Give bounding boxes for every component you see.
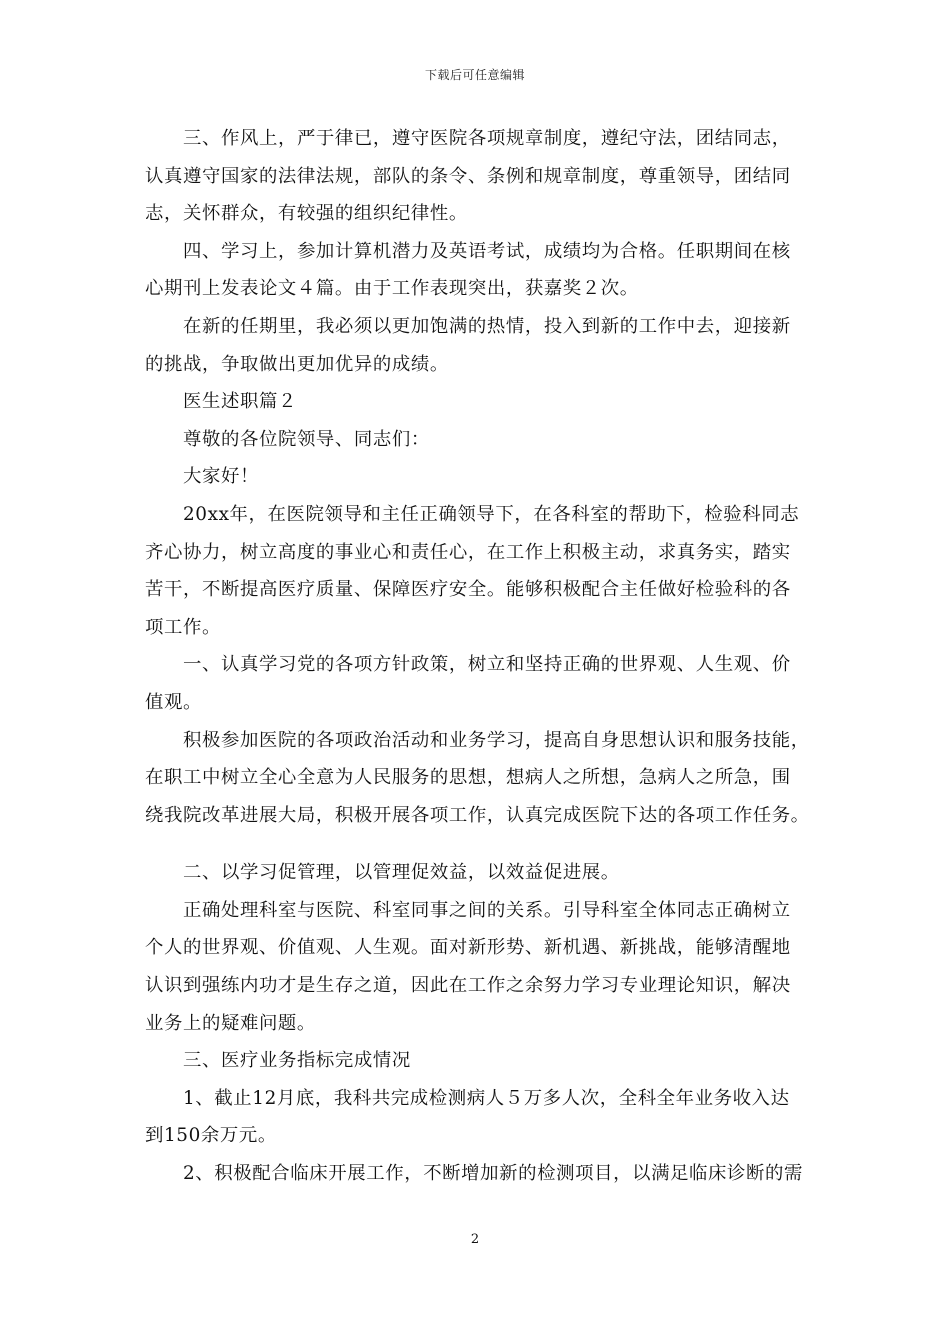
text-line: 正确处理科室与医院、科室同事之间的关系。引导科室全体同志正确树立	[183, 899, 791, 921]
text-line: 20xx年，在医院领导和主任正确领导下，在各科室的帮助下，检验科同志	[183, 503, 800, 525]
text-line: 三、作风上，严于律已，遵守医院各项规章制度，遵纪守法，团结同志，	[183, 128, 791, 149]
section-heading: 三、医疗业务指标完成情况	[183, 1050, 411, 1072]
document-body	[145, 120, 825, 1193]
text-line: 的挑战，争取做出更加优异的成绩。	[145, 353, 449, 375]
text-line: 认识到强练内功才是生存之道，因此在工作之余努力学习专业理论知识，解决	[145, 975, 791, 997]
text-line: 志，关怀群众，有较强的组织纪律性。	[145, 203, 468, 225]
paragraph-gap	[145, 834, 825, 854]
page-number: 2	[470, 1232, 480, 1247]
text-line: 在职工中树立全心全意为人民服务的思想，想病人之所想，急病人之所急，围	[145, 767, 791, 789]
text-line: 积极参加医院的各项政治活动和业务学习，提高自身思想认识和服务技能，	[183, 729, 810, 751]
text-line: 在新的任期里，我必须以更加饱满的热情，投入到新的工作中去，迎接新	[183, 315, 791, 337]
text-line: 认真遵守国家的法律法规，部队的条令、条例和规章制度，尊重领导，团结同	[145, 165, 791, 187]
text-line: 绕我院改革进展大局，积极开展各项工作，认真完成医院下达的各项工作任务。	[145, 804, 810, 826]
text-line: 1、截止12月底，我科共完成检测病人５万多人次，全科全年业务收入达	[183, 1087, 790, 1109]
section-heading: 二、以学习促管理，以管理促效益，以效益促进展。	[183, 862, 620, 884]
text-line: 值观。	[145, 691, 202, 713]
text-line: 到150余万元。	[145, 1125, 277, 1147]
text-line: 齐心协力，树立高度的事业心和责任心，在工作上积极主动，求真务实，踏实	[145, 541, 791, 563]
text-line: 一、认真学习党的各项方针政策，树立和坚持正确的世界观、人生观、价	[183, 654, 791, 676]
text-line: 项工作。	[145, 616, 221, 638]
text-line: 业务上的疑难问题。	[145, 1012, 316, 1034]
text-line: 个人的世界观、价值观、人生观。面对新形势、新机遇、新挑战，能够清醒地	[145, 937, 791, 959]
page-header: 下载后可任意编辑	[424, 68, 525, 82]
text-line: 心期刊上发表论文４篇。由于工作表现突出，获嘉奖２次。	[145, 278, 639, 300]
text-line: 2、积极配合临床开展工作，不断增加新的检测项目，以满足临床诊断的需	[183, 1163, 804, 1185]
salutation: 尊敬的各位院领导、同志们：	[183, 428, 430, 450]
text-line: 苦干，不断提高医疗质量、保障医疗安全。能够积极配合主任做好检验科的各	[145, 579, 791, 601]
section-title: 医生述职篇２	[183, 391, 297, 413]
text-line: 四、学习上，参加计算机潜力及英语考试，成绩均为合格。任职期间在核	[183, 240, 791, 262]
greeting: 大家好！	[183, 466, 259, 488]
